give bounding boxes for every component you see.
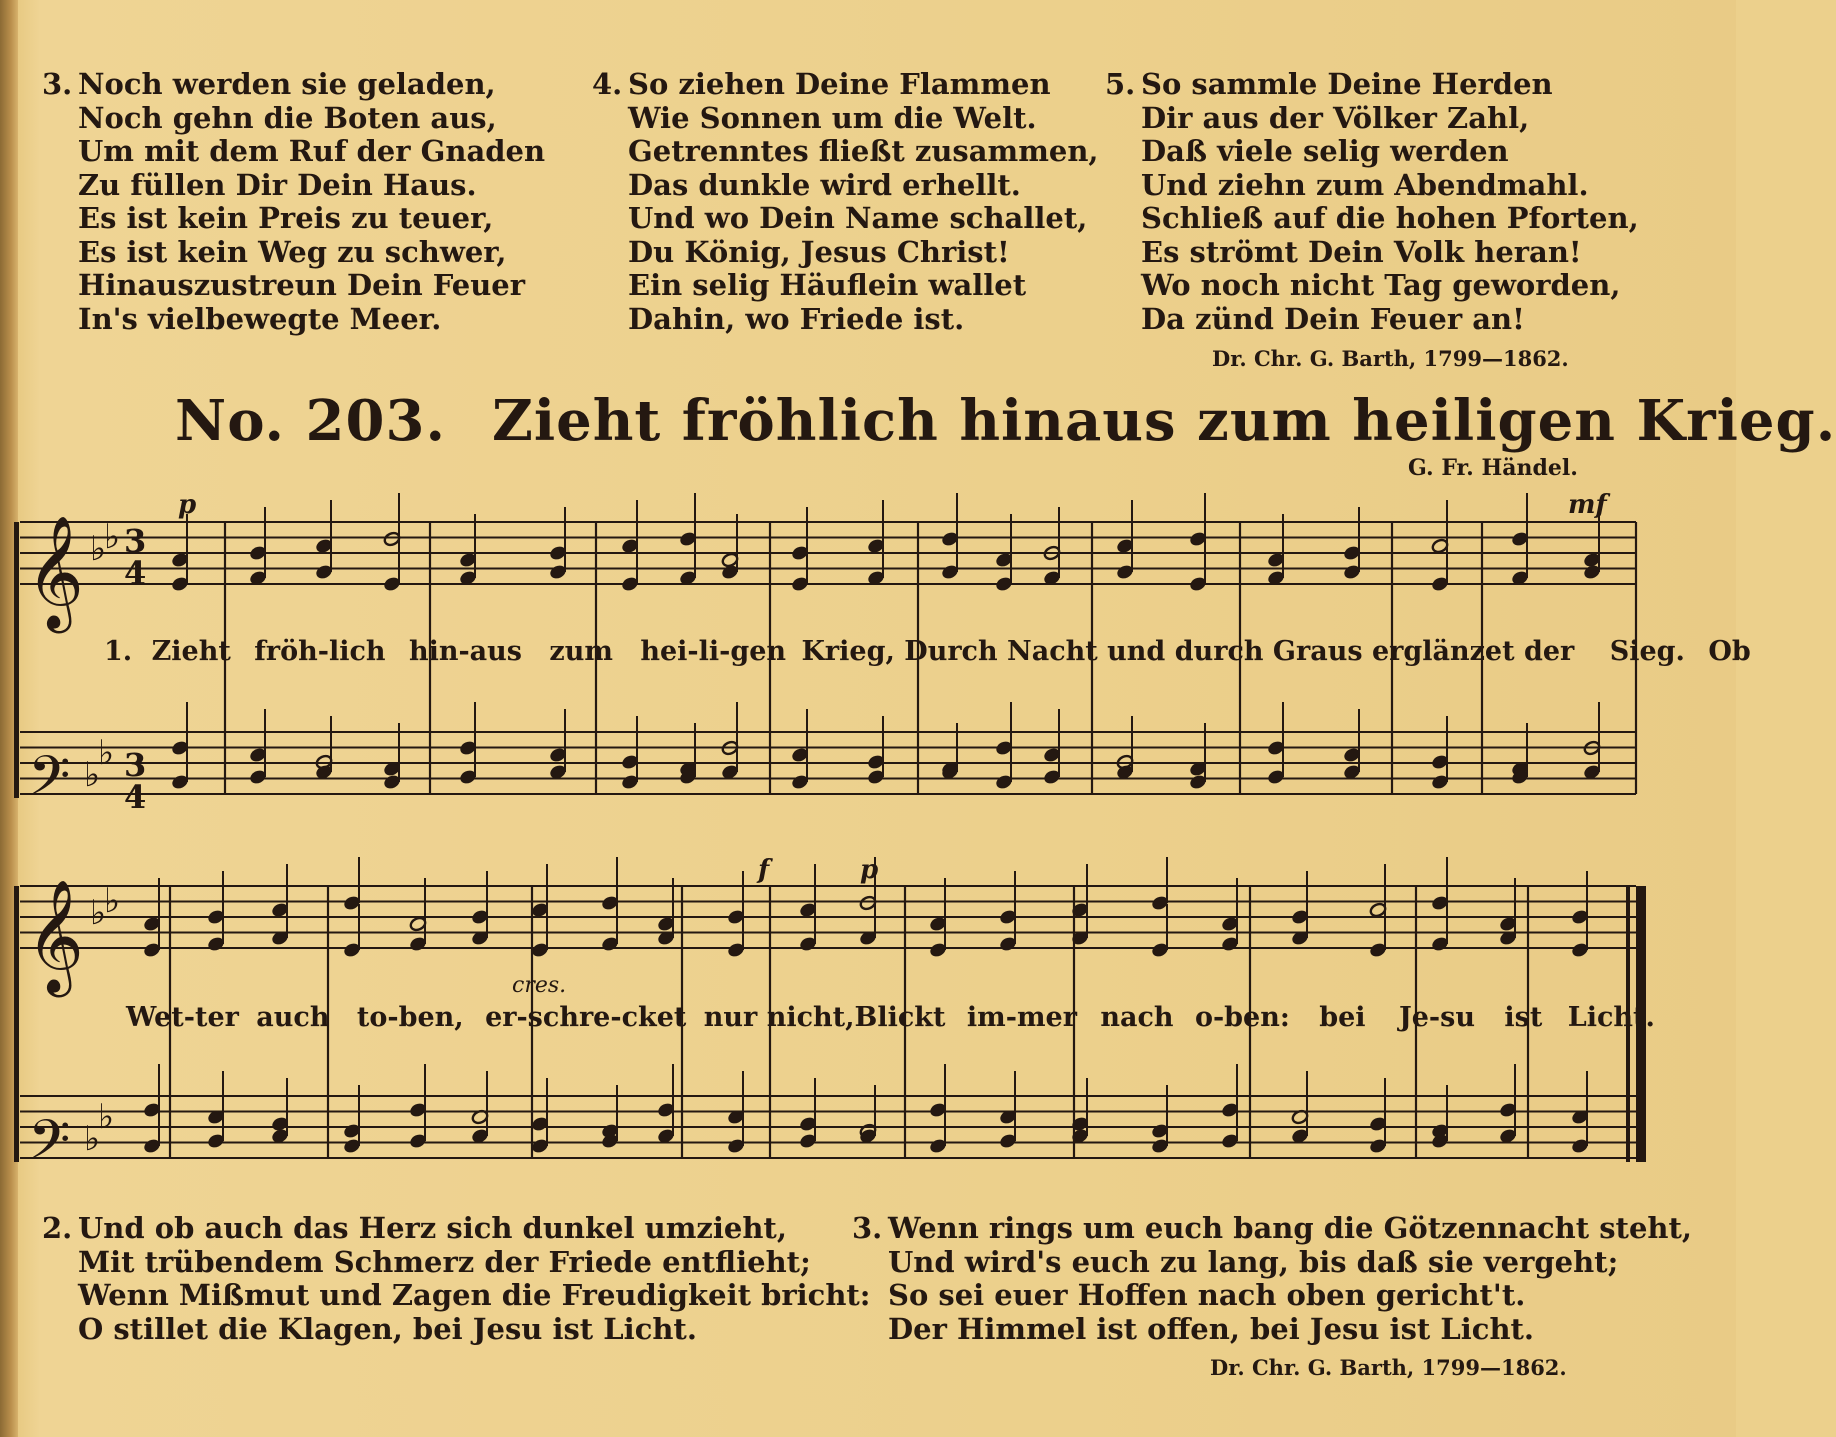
stanza-number: 3. xyxy=(42,67,73,101)
stanza-line: So sei euer Hoffen nach oben gericht't. xyxy=(888,1278,1526,1312)
lyric-syllable: im- xyxy=(966,1002,1017,1033)
lyrics-system-1 xyxy=(104,636,1751,667)
stanza-line: Noch gehn die Boten aus, xyxy=(78,100,497,135)
lyric-syllable: o- xyxy=(1194,1002,1225,1033)
barlines xyxy=(170,522,1636,1158)
stanza-line: Mit trübendem Schmerz der Friede entflieht; xyxy=(78,1244,811,1279)
svg-text:♭: ♭ xyxy=(104,517,121,557)
lyric-syllable: ben, xyxy=(398,1002,464,1033)
stanza-line: So sammle Deine Herden xyxy=(1141,67,1553,101)
note-heads xyxy=(143,493,1601,1154)
system-bracket xyxy=(14,522,19,798)
lyric-syllable: su xyxy=(1440,1002,1475,1033)
lyric-syllable: erglänzet xyxy=(1371,636,1515,667)
lyric-syllable: li- xyxy=(698,636,731,667)
lyric-syllable: Ob xyxy=(1708,636,1751,667)
lyric-syllable: Blickt xyxy=(854,1002,946,1033)
stanza-line: Wenn Mißmut und Zagen die Freudigkeit bricht: xyxy=(78,1278,871,1312)
stanza-line: Noch werden sie geladen, xyxy=(78,67,496,101)
lyric-syllable: aus xyxy=(469,636,522,667)
lyric-syllable: ist xyxy=(1504,1002,1543,1033)
stanza-line: Um mit dem Ruf der Gnaden xyxy=(78,134,546,168)
lyric-syllable: Wet- xyxy=(126,1002,195,1033)
stanza-line: Ein selig Häuflein wallet xyxy=(628,268,1027,302)
composer-credit: G. Fr. Händel. xyxy=(1408,455,1578,481)
lyric-syllable: ter xyxy=(194,1002,239,1033)
lyric-syllable: Licht. xyxy=(1567,1002,1655,1033)
lyric-syllable: Sieg. xyxy=(1609,636,1685,667)
stanza-line: Du König, Jesus Christ! xyxy=(628,234,1010,269)
stanza-2-bottom xyxy=(42,1212,871,1346)
stanza-line: Wenn rings um euch bang die Götzennacht steht, xyxy=(888,1211,1692,1245)
svg-text:♭: ♭ xyxy=(84,755,101,795)
treble-clef-icon: 𝄞 xyxy=(26,515,84,629)
lyric-syllable: Nacht xyxy=(1007,636,1098,667)
lyric-syllable: to- xyxy=(356,1002,399,1033)
svg-text:4: 4 xyxy=(124,778,147,816)
lyric-syllable: Durch xyxy=(904,636,998,667)
lyric-syllable: cket xyxy=(621,1002,687,1033)
hymn-number: No. 203. xyxy=(175,388,446,454)
key-signature-flats xyxy=(84,517,120,1159)
stanza-line: Es ist kein Weg zu schwer, xyxy=(78,234,507,269)
lyric-syllable: hin- xyxy=(408,636,470,667)
stanza-line: Es ist kein Preis zu teuer, xyxy=(78,201,494,235)
stanza-3-bottom xyxy=(852,1212,1692,1346)
stanza-line: Der Himmel ist offen, bei Jesu ist Licht. xyxy=(888,1311,1535,1346)
stanza-number: 3. xyxy=(852,1211,883,1245)
system-bracket xyxy=(14,886,19,1162)
lyric-syllable: und xyxy=(1107,636,1166,667)
lyric-syllable: fröh- xyxy=(254,636,329,667)
stanza-line: So ziehen Deine Flammen xyxy=(628,67,1051,101)
svg-text:♭: ♭ xyxy=(90,893,107,933)
svg-text:♭: ♭ xyxy=(90,529,107,569)
lyric-syllable: durch xyxy=(1174,636,1264,667)
lyric-syllable: schre- xyxy=(527,1002,622,1033)
lyric-syllable: ben: xyxy=(1224,1002,1290,1033)
stanza-line: Und wo Dein Name schallet, xyxy=(628,201,1088,235)
lyric-syllable: gen xyxy=(730,636,787,667)
treble-clef-icon: 𝄞 xyxy=(26,879,84,993)
stanza-number: 4. xyxy=(592,67,623,101)
bass-clef-icon: 𝄢 xyxy=(28,744,71,821)
dynamic-forte: f xyxy=(758,855,770,885)
svg-text:♭: ♭ xyxy=(104,881,121,921)
author-credit-bottom: Dr. Chr. G. Barth, 1799—1862. xyxy=(1210,1355,1567,1380)
lyric-syllable: mer xyxy=(1016,1002,1077,1033)
staff-lines xyxy=(20,522,1636,1158)
stanza-line: O stillet die Klagen, bei Jesu ist Licht. xyxy=(78,1311,697,1346)
stanza-line: Es strömt Dein Volk heran! xyxy=(1141,234,1582,269)
stanza-line: Getrenntes fließt zusammen, xyxy=(628,134,1099,168)
lyrics-system-2 xyxy=(126,1002,1655,1033)
svg-text:♭: ♭ xyxy=(98,733,115,773)
time-signature xyxy=(124,522,146,816)
lyric-syllable: lich xyxy=(328,636,386,667)
lyric-syllable: Zieht xyxy=(151,636,231,667)
svg-text:♭: ♭ xyxy=(84,1119,101,1159)
lyric-syllable: nach xyxy=(1100,1002,1174,1033)
stanza-line: Und ob auch das Herz sich dunkel umzieht, xyxy=(78,1211,787,1245)
lyric-syllable: er- xyxy=(485,1002,528,1033)
stanza-number: 5. xyxy=(1105,67,1136,101)
lyric-syllable: der xyxy=(1524,636,1575,667)
stanza-line: Und ziehn zum Abendmahl. xyxy=(1141,167,1589,202)
stanza-line: Dir aus der Völker Zahl, xyxy=(1141,100,1530,135)
lyric-syllable: auch xyxy=(256,1002,330,1033)
svg-text:3: 3 xyxy=(124,746,147,784)
hymn-title-text: Zieht fröhlich hinaus zum heiligen Krieg. xyxy=(491,388,1836,454)
lyric-syllable: 1. xyxy=(104,636,133,667)
lyric-syllable: bei xyxy=(1319,1002,1366,1033)
stanza-line: Dahin, wo Friede ist. xyxy=(628,301,965,336)
dynamic-piano: p xyxy=(860,855,879,885)
stanza-number: 2. xyxy=(42,1211,73,1245)
stanza-line: Das dunkle wird erhellt. xyxy=(628,167,1021,202)
crescendo-marking: cres. xyxy=(512,973,567,998)
svg-text:♭: ♭ xyxy=(98,1097,115,1137)
dynamic-piano: p xyxy=(178,490,197,520)
stanza-line: Daß viele selig werden xyxy=(1141,134,1509,168)
svg-text:4: 4 xyxy=(124,554,147,592)
lyric-syllable: Graus xyxy=(1272,636,1363,667)
svg-text:3: 3 xyxy=(124,522,147,560)
dynamic-mezzo-forte: mf xyxy=(1568,490,1607,520)
lyric-syllable: zum xyxy=(549,636,613,667)
stanza-line: Wie Sonnen um die Welt. xyxy=(628,100,1037,135)
lyric-syllable: Je- xyxy=(1398,1002,1441,1033)
bass-clef-icon: 𝄢 xyxy=(28,1108,71,1185)
stanza-line: Zu füllen Dir Dein Haus. xyxy=(78,167,477,202)
lyric-syllable: nicht, xyxy=(766,1002,855,1033)
lyric-syllable: nur xyxy=(703,1002,758,1033)
stanza-line: Da zünd Dein Feuer an! xyxy=(1141,301,1525,336)
stanza-line: Schließ auf die hohen Pforten, xyxy=(1141,201,1639,235)
lyric-syllable: hei- xyxy=(640,636,699,667)
stanza-line: In's vielbewegte Meer. xyxy=(78,301,442,336)
stanza-line: Wo noch nicht Tag geworden, xyxy=(1141,268,1621,302)
lyric-syllable: Krieg, xyxy=(801,636,895,667)
stanza-line: Und wird's euch zu lang, bis daß sie vergeht; xyxy=(888,1244,1619,1279)
stanza-line: Hinauszustreun Dein Feuer xyxy=(78,268,526,302)
author-credit-top: Dr. Chr. G. Barth, 1799—1862. xyxy=(1212,346,1569,371)
